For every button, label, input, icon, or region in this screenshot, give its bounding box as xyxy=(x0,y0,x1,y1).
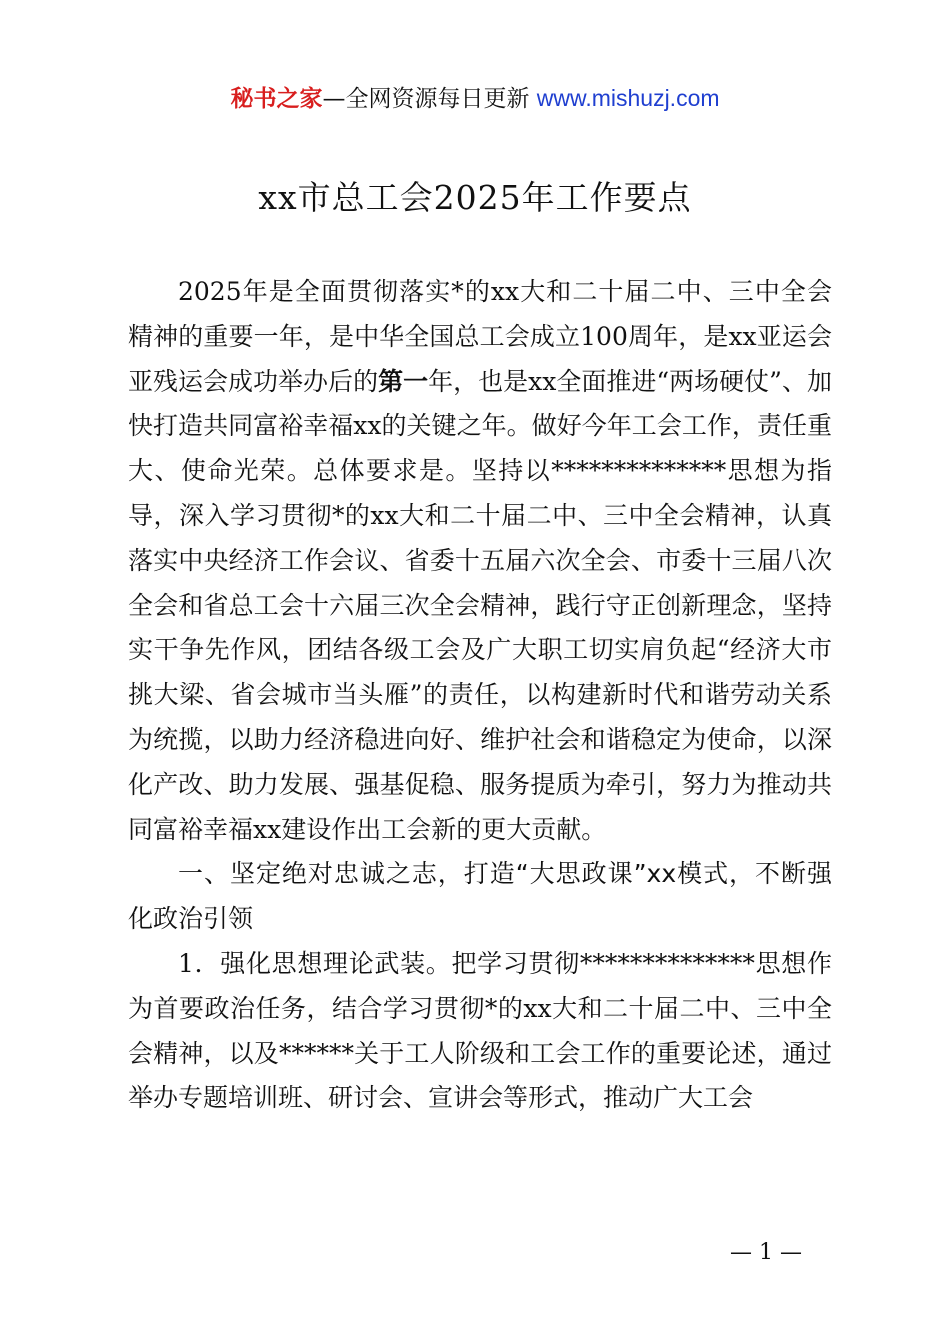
section-heading: 一、坚定绝对忠诚之志，打造“大思政课”xx模式，不断强化政治引领 xyxy=(128,859,832,934)
intro-text-start: 2025年是全面贯彻落实*的xx大和二十届二中、三中全会精神的重要一年，是中华全国总工会成立100周年，是xx亚运会亚残运会成功举办后的 xyxy=(128,277,832,396)
document-body xyxy=(128,270,832,1121)
intro-bold-word: 第一 xyxy=(378,366,429,396)
site-header xyxy=(0,80,950,113)
intro-paragraph xyxy=(128,270,832,852)
document-title: xx市总工会2025年工作要点 xyxy=(258,178,692,217)
page-number xyxy=(0,1240,950,1265)
header-dash: — xyxy=(322,86,346,112)
page-number-text: — 1 — xyxy=(730,1240,802,1265)
item-paragraph: 1．强化思想理论武装。把学习贯彻**************思想作为首要政治任务，结合学习贯彻*的xx大和二十届二中、三中全会精神，以及******关于工人阶级和工会工作的重要论述，通过举办专题培训班、研讨会、宣讲会等形式，推动广大工会 xyxy=(128,948,832,1113)
intro-text-end: 年，也是xx全面推进“两场硬仗”、加快打造共同富裕幸福xx的关键之年。做好今年工会工作，责任重大、使命光荣。总体要求是。坚持以**************思想为指导，深入学习贯彻*的xx大和二十届二中、三中全会精神，认真落实中央经济工作会议、省委十五届六次全会、市委十三届八次全会和省总工会十六届三次全会精神，践行守正创新理念，坚持实干争先作风，团结各级工会及广大职工切实肩负起“经济大市挑大梁、省会城市当头雁”的责任，以构建新时代和谐劳动关系为统揽，以助力经济稳进向好、维护社会和谐稳定为使命，以深化产改、助力发展、强基促稳、服务提质为牵引，努力为推动共同富裕幸福xx建设作出工会新的更大贡献。 xyxy=(128,366,832,844)
site-url-link[interactable]: www.mishuzj.com xyxy=(536,85,720,111)
header-slogan: 全网资源每日更新 xyxy=(345,86,530,112)
brand-name: 秘书之家 xyxy=(230,86,323,112)
